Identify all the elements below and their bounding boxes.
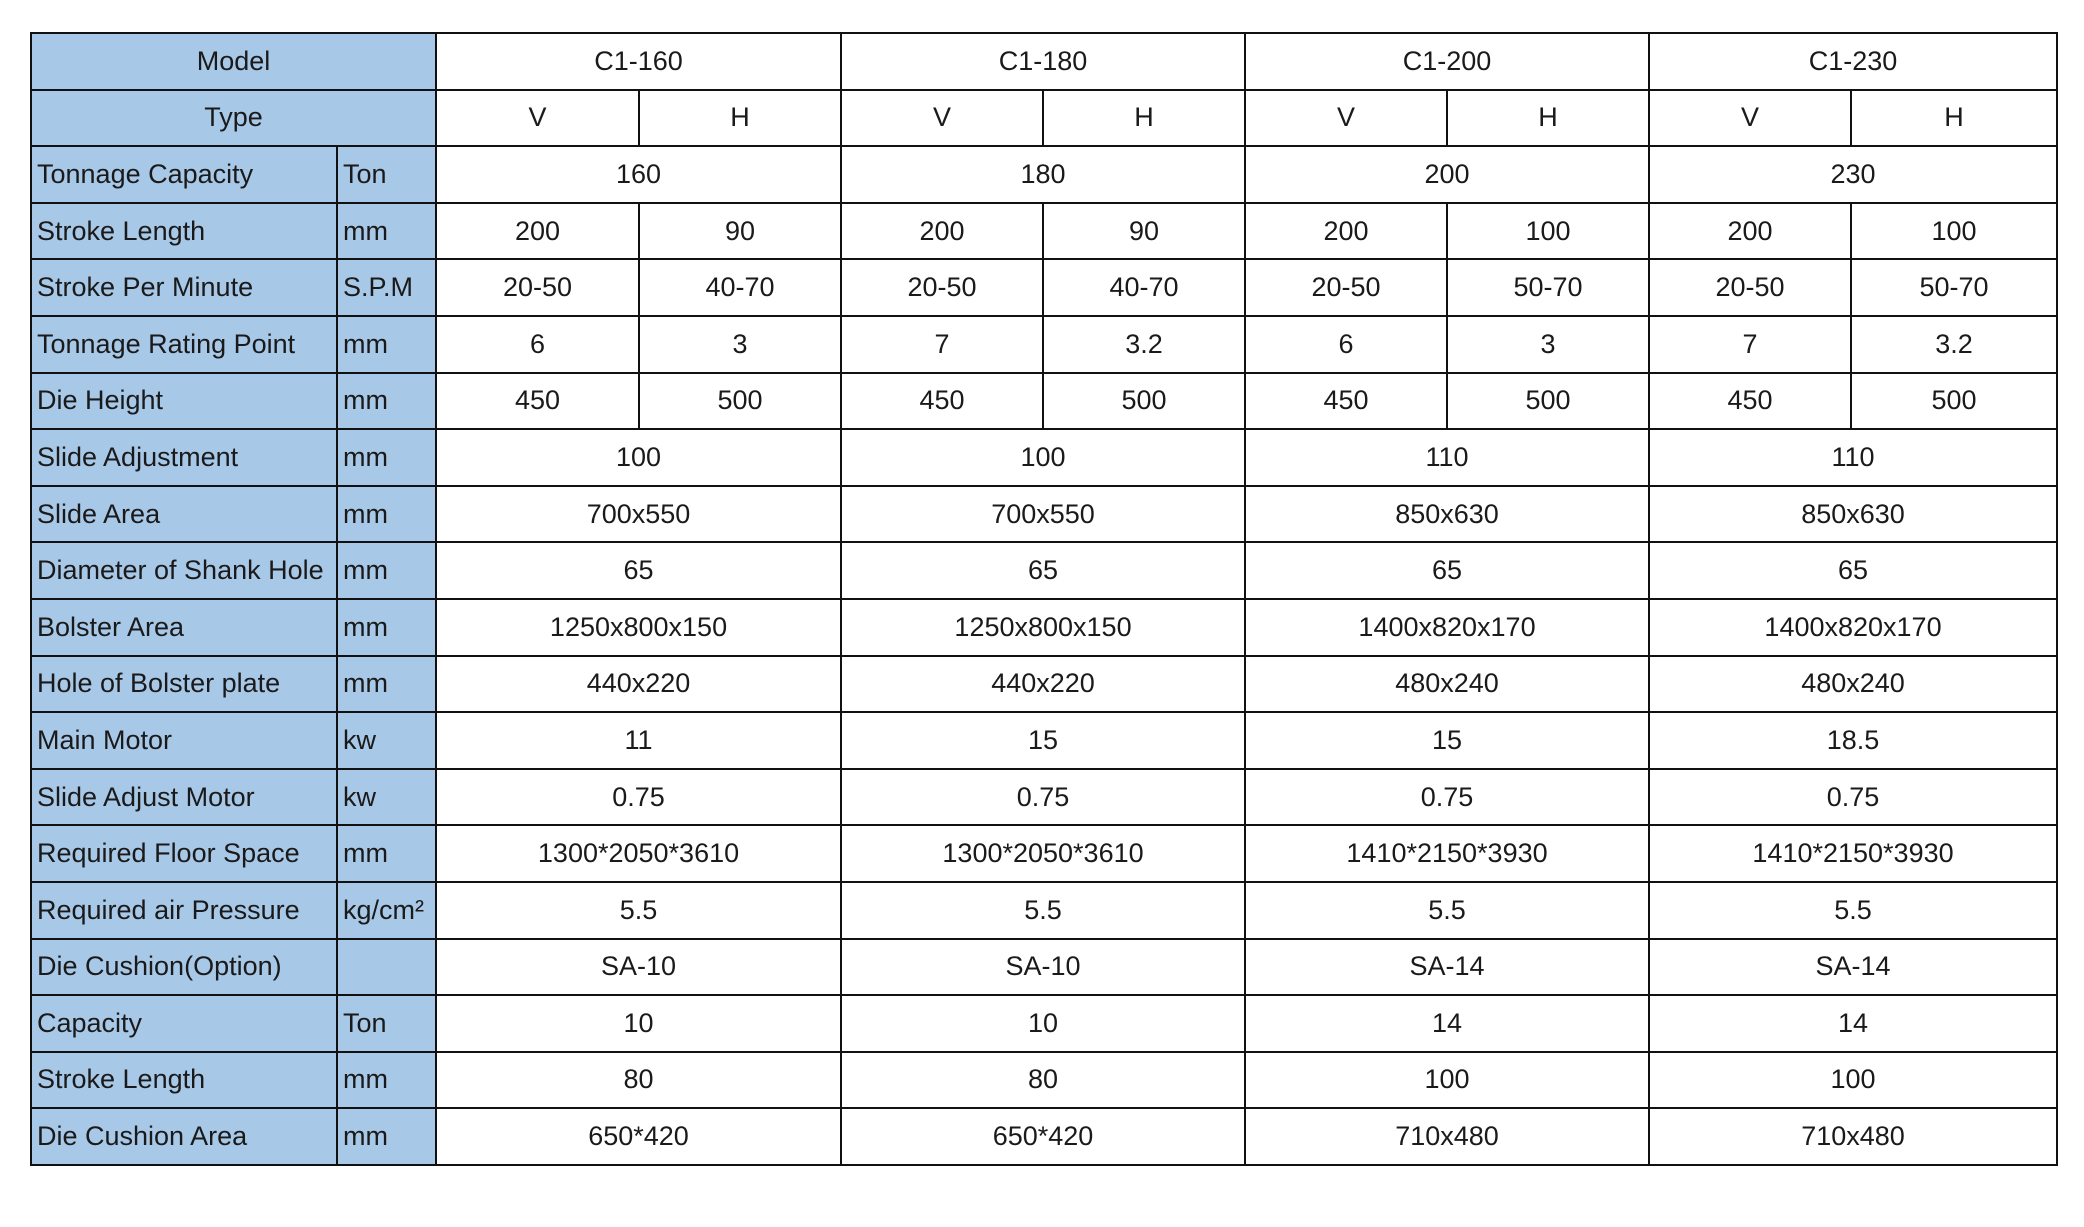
table-row [31, 712, 2057, 769]
value-cell: 200 [436, 203, 639, 260]
value-cell: 1400x820x170 [1245, 599, 1649, 656]
value-cell: 440x220 [841, 656, 1245, 713]
table-row [31, 825, 2057, 882]
row-unit: Ton [337, 146, 436, 203]
specification-table [30, 32, 2058, 1166]
value-cell: 15 [1245, 712, 1649, 769]
value-cell: 7 [1649, 316, 1851, 373]
row-label: Required air Pressure [31, 882, 337, 939]
value-cell: 11 [436, 712, 841, 769]
model-row [31, 33, 2057, 90]
table-body [31, 33, 2057, 1165]
value-cell: 710x480 [1245, 1108, 1649, 1165]
value-cell: SA-10 [841, 939, 1245, 996]
value-cell: 40-70 [639, 259, 841, 316]
table-row [31, 316, 2057, 373]
value-cell: 450 [1245, 373, 1447, 430]
row-label: Stroke Length [31, 1052, 337, 1109]
model-name: C1-200 [1245, 33, 1649, 90]
row-unit: mm [337, 1108, 436, 1165]
table-row [31, 599, 2057, 656]
model-name: C1-230 [1649, 33, 2057, 90]
value-cell: 7 [841, 316, 1043, 373]
row-label: Required Floor Space [31, 825, 337, 882]
type-cell: H [1851, 90, 2057, 147]
value-cell: 20-50 [436, 259, 639, 316]
row-unit: kg/cm² [337, 882, 436, 939]
value-cell: 200 [1649, 203, 1851, 260]
row-unit: mm [337, 373, 436, 430]
value-cell: 450 [1649, 373, 1851, 430]
row-label: Tonnage Capacity [31, 146, 337, 203]
row-label: Slide Adjust Motor [31, 769, 337, 826]
type-cell: H [1043, 90, 1245, 147]
value-cell: 20-50 [1649, 259, 1851, 316]
value-cell: 0.75 [436, 769, 841, 826]
value-cell: 15 [841, 712, 1245, 769]
table-row [31, 995, 2057, 1052]
value-cell: 50-70 [1851, 259, 2057, 316]
table-row [31, 1108, 2057, 1165]
value-cell: 10 [841, 995, 1245, 1052]
row-label: Main Motor [31, 712, 337, 769]
row-label: Capacity [31, 995, 337, 1052]
value-cell: 90 [639, 203, 841, 260]
row-label: Diameter of Shank Hole [31, 542, 337, 599]
value-cell: 850x630 [1649, 486, 2057, 543]
table-row [31, 542, 2057, 599]
value-cell: 500 [1447, 373, 1649, 430]
value-cell: 90 [1043, 203, 1245, 260]
type-cell: H [639, 90, 841, 147]
value-cell: 5.5 [1245, 882, 1649, 939]
table-row [31, 1052, 2057, 1109]
type-row [31, 90, 2057, 147]
value-cell: 100 [841, 429, 1245, 486]
value-cell: 65 [436, 542, 841, 599]
table-row [31, 429, 2057, 486]
value-cell: 65 [1649, 542, 2057, 599]
value-cell: 710x480 [1649, 1108, 2057, 1165]
type-cell: V [841, 90, 1043, 147]
value-cell: 65 [1245, 542, 1649, 599]
value-cell: 100 [1649, 1052, 2057, 1109]
value-cell: 850x630 [1245, 486, 1649, 543]
table-row [31, 939, 2057, 996]
value-cell: 0.75 [1245, 769, 1649, 826]
value-cell: SA-10 [436, 939, 841, 996]
row-unit: Ton [337, 995, 436, 1052]
value-cell: 100 [1245, 1052, 1649, 1109]
value-cell: 650*420 [841, 1108, 1245, 1165]
value-cell: 65 [841, 542, 1245, 599]
row-label: Hole of Bolster plate [31, 656, 337, 713]
value-cell: 3.2 [1851, 316, 2057, 373]
value-cell: 18.5 [1649, 712, 2057, 769]
table-row [31, 656, 2057, 713]
row-label: Stroke Per Minute [31, 259, 337, 316]
value-cell: 500 [1851, 373, 2057, 430]
value-cell: 1250x800x150 [436, 599, 841, 656]
table-row [31, 259, 2057, 316]
type-cell: V [436, 90, 639, 147]
table-row [31, 486, 2057, 543]
type-label: Type [31, 90, 436, 147]
value-cell: 450 [436, 373, 639, 430]
table-row [31, 373, 2057, 430]
value-cell: 80 [436, 1052, 841, 1109]
row-unit: mm [337, 316, 436, 373]
value-cell: 20-50 [1245, 259, 1447, 316]
row-label: Stroke Length [31, 203, 337, 260]
value-cell: 1300*2050*3610 [841, 825, 1245, 882]
value-cell: SA-14 [1245, 939, 1649, 996]
value-cell: 110 [1649, 429, 2057, 486]
row-label: Die Cushion Area [31, 1108, 337, 1165]
value-cell: 500 [1043, 373, 1245, 430]
row-label: Tonnage Rating Point [31, 316, 337, 373]
value-cell: 10 [436, 995, 841, 1052]
value-cell: 6 [436, 316, 639, 373]
value-cell: 700x550 [841, 486, 1245, 543]
table-row [31, 203, 2057, 260]
row-label: Die Cushion(Option) [31, 939, 337, 996]
value-cell: 110 [1245, 429, 1649, 486]
value-cell: 3 [1447, 316, 1649, 373]
value-cell: 100 [436, 429, 841, 486]
value-cell: 200 [1245, 146, 1649, 203]
value-cell: 100 [1447, 203, 1649, 260]
value-cell: 0.75 [1649, 769, 2057, 826]
value-cell: 160 [436, 146, 841, 203]
value-cell: 650*420 [436, 1108, 841, 1165]
table-row [31, 882, 2057, 939]
value-cell: 5.5 [841, 882, 1245, 939]
row-unit: mm [337, 599, 436, 656]
value-cell: 1300*2050*3610 [436, 825, 841, 882]
value-cell: SA-14 [1649, 939, 2057, 996]
type-cell: V [1245, 90, 1447, 147]
value-cell: 450 [841, 373, 1043, 430]
value-cell: 0.75 [841, 769, 1245, 826]
model-name: C1-160 [436, 33, 841, 90]
value-cell: 5.5 [1649, 882, 2057, 939]
value-cell: 40-70 [1043, 259, 1245, 316]
value-cell: 180 [841, 146, 1245, 203]
row-label: Die Height [31, 373, 337, 430]
value-cell: 480x240 [1649, 656, 2057, 713]
row-unit [337, 939, 436, 996]
value-cell: 700x550 [436, 486, 841, 543]
value-cell: 1410*2150*3930 [1649, 825, 2057, 882]
row-unit: mm [337, 542, 436, 599]
value-cell: 230 [1649, 146, 2057, 203]
value-cell: 440x220 [436, 656, 841, 713]
value-cell: 1410*2150*3930 [1245, 825, 1649, 882]
value-cell: 20-50 [841, 259, 1043, 316]
row-unit: S.P.M [337, 259, 436, 316]
value-cell: 6 [1245, 316, 1447, 373]
model-name: C1-180 [841, 33, 1245, 90]
value-cell: 3.2 [1043, 316, 1245, 373]
table-row [31, 769, 2057, 826]
value-cell: 480x240 [1245, 656, 1649, 713]
row-unit: mm [337, 203, 436, 260]
value-cell: 1250x800x150 [841, 599, 1245, 656]
value-cell: 14 [1649, 995, 2057, 1052]
table-row [31, 146, 2057, 203]
value-cell: 1400x820x170 [1649, 599, 2057, 656]
value-cell: 80 [841, 1052, 1245, 1109]
row-unit: mm [337, 825, 436, 882]
row-label: Slide Area [31, 486, 337, 543]
row-label: Slide Adjustment [31, 429, 337, 486]
value-cell: 5.5 [436, 882, 841, 939]
row-unit: kw [337, 769, 436, 826]
value-cell: 50-70 [1447, 259, 1649, 316]
value-cell: 14 [1245, 995, 1649, 1052]
row-unit: mm [337, 656, 436, 713]
type-cell: V [1649, 90, 1851, 147]
value-cell: 100 [1851, 203, 2057, 260]
value-cell: 200 [1245, 203, 1447, 260]
type-cell: H [1447, 90, 1649, 147]
row-unit: kw [337, 712, 436, 769]
row-unit: mm [337, 486, 436, 543]
value-cell: 200 [841, 203, 1043, 260]
row-label: Bolster Area [31, 599, 337, 656]
value-cell: 500 [639, 373, 841, 430]
value-cell: 3 [639, 316, 841, 373]
row-unit: mm [337, 1052, 436, 1109]
model-label: Model [31, 33, 436, 90]
row-unit: mm [337, 429, 436, 486]
